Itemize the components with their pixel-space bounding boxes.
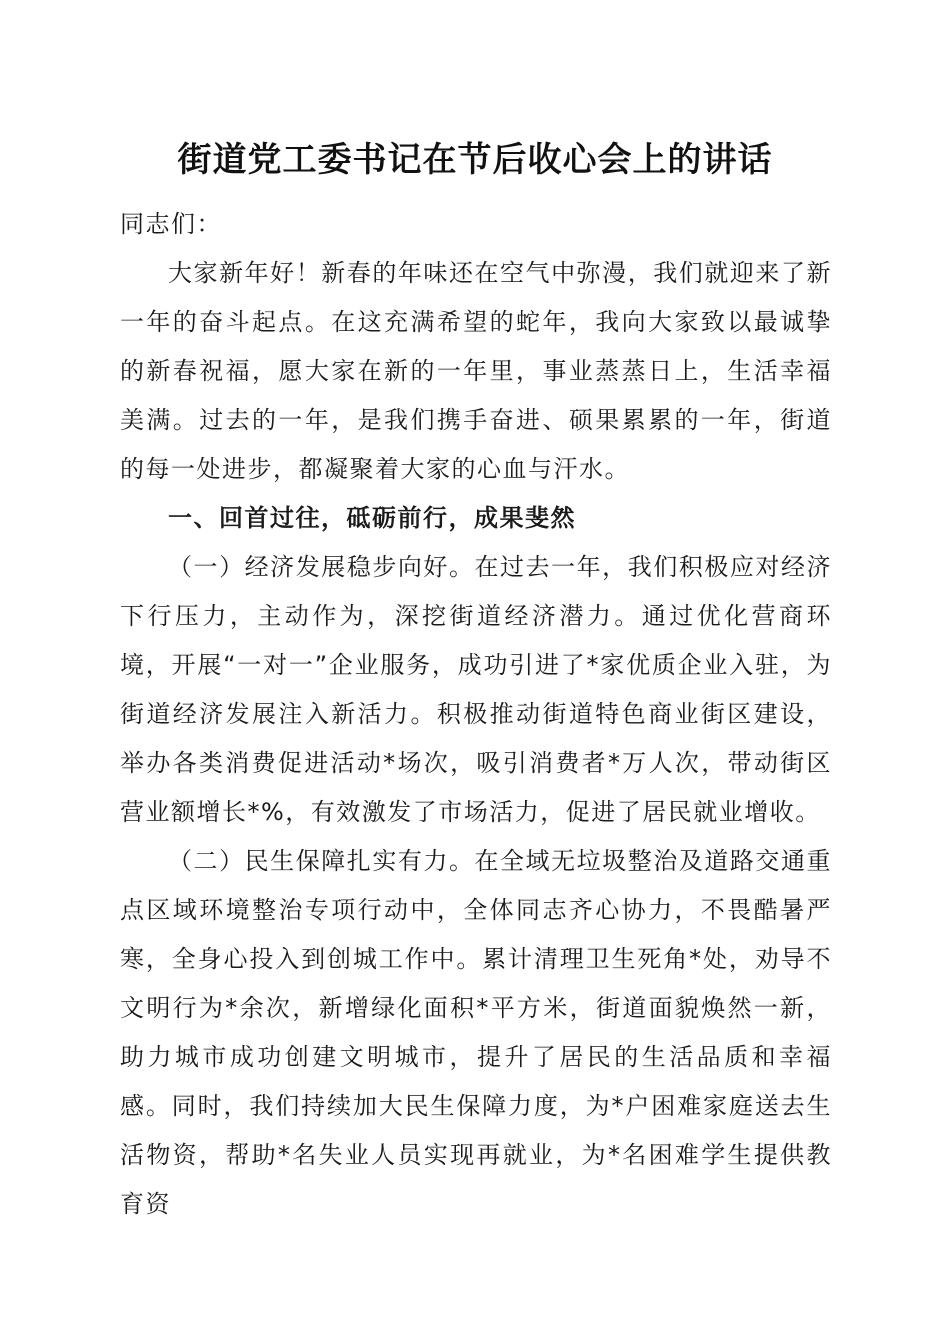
paragraph-livelihood: （二）民生保障扎实有力。在全域无垃圾整治及道路交通重点区域环境整治专项行动中，全体同志齐心协力，不畏酷暑严寒，全身心投入到创城工作中。累计清理卫生死角*处，劝导不文明行为*余次，新增绿化面积*平方米，街道面貌焕然一新，助力城市成功创建文明城市，提升了居民的生活品质和幸福感。同时，我们持续加大民生保障力度，为*户困难家庭送去生活物资，帮助*名失业人员实现再就业，为*名困难学生提供教育资: [120, 847, 832, 1218]
salutation: 同志们：: [120, 210, 222, 238]
paragraph-economy: （一）经济发展稳步向好。在过去一年，我们积极应对经济下行压力，主动作为，深挖街道经济潜力。通过优化营商环境，开展“一对一”企业服务，成功引进了*家优质企业入驻，为街道经济发展注入新活力。积极推动街道特色商业街区建设，举办各类消费促进活动*场次，吸引消费者*万人次，带动街区营业额增长*%，有效激发了市场活力，促进了居民就业增收。: [120, 553, 832, 826]
document-title: 街道党工委书记在节后收心会上的讲话: [177, 140, 773, 180]
section-heading-1: 一、回首过往，砥砺前行，成果斐然: [168, 504, 576, 532]
document-body: [120, 200, 832, 1229]
paragraph-greeting: 大家新年好！新春的年味还在空气中弥漫，我们就迎来了新一年的奋斗起点。在这充满希望的蛇年，我向大家致以最诚挚的新春祝福，愿大家在新的一年里，事业蒸蒸日上，生活幸福美满。过去的一年，是我们携手奋进、硕果累累的一年，街道的每一处进步，都凝聚着大家的心血与汗水。: [120, 259, 832, 483]
